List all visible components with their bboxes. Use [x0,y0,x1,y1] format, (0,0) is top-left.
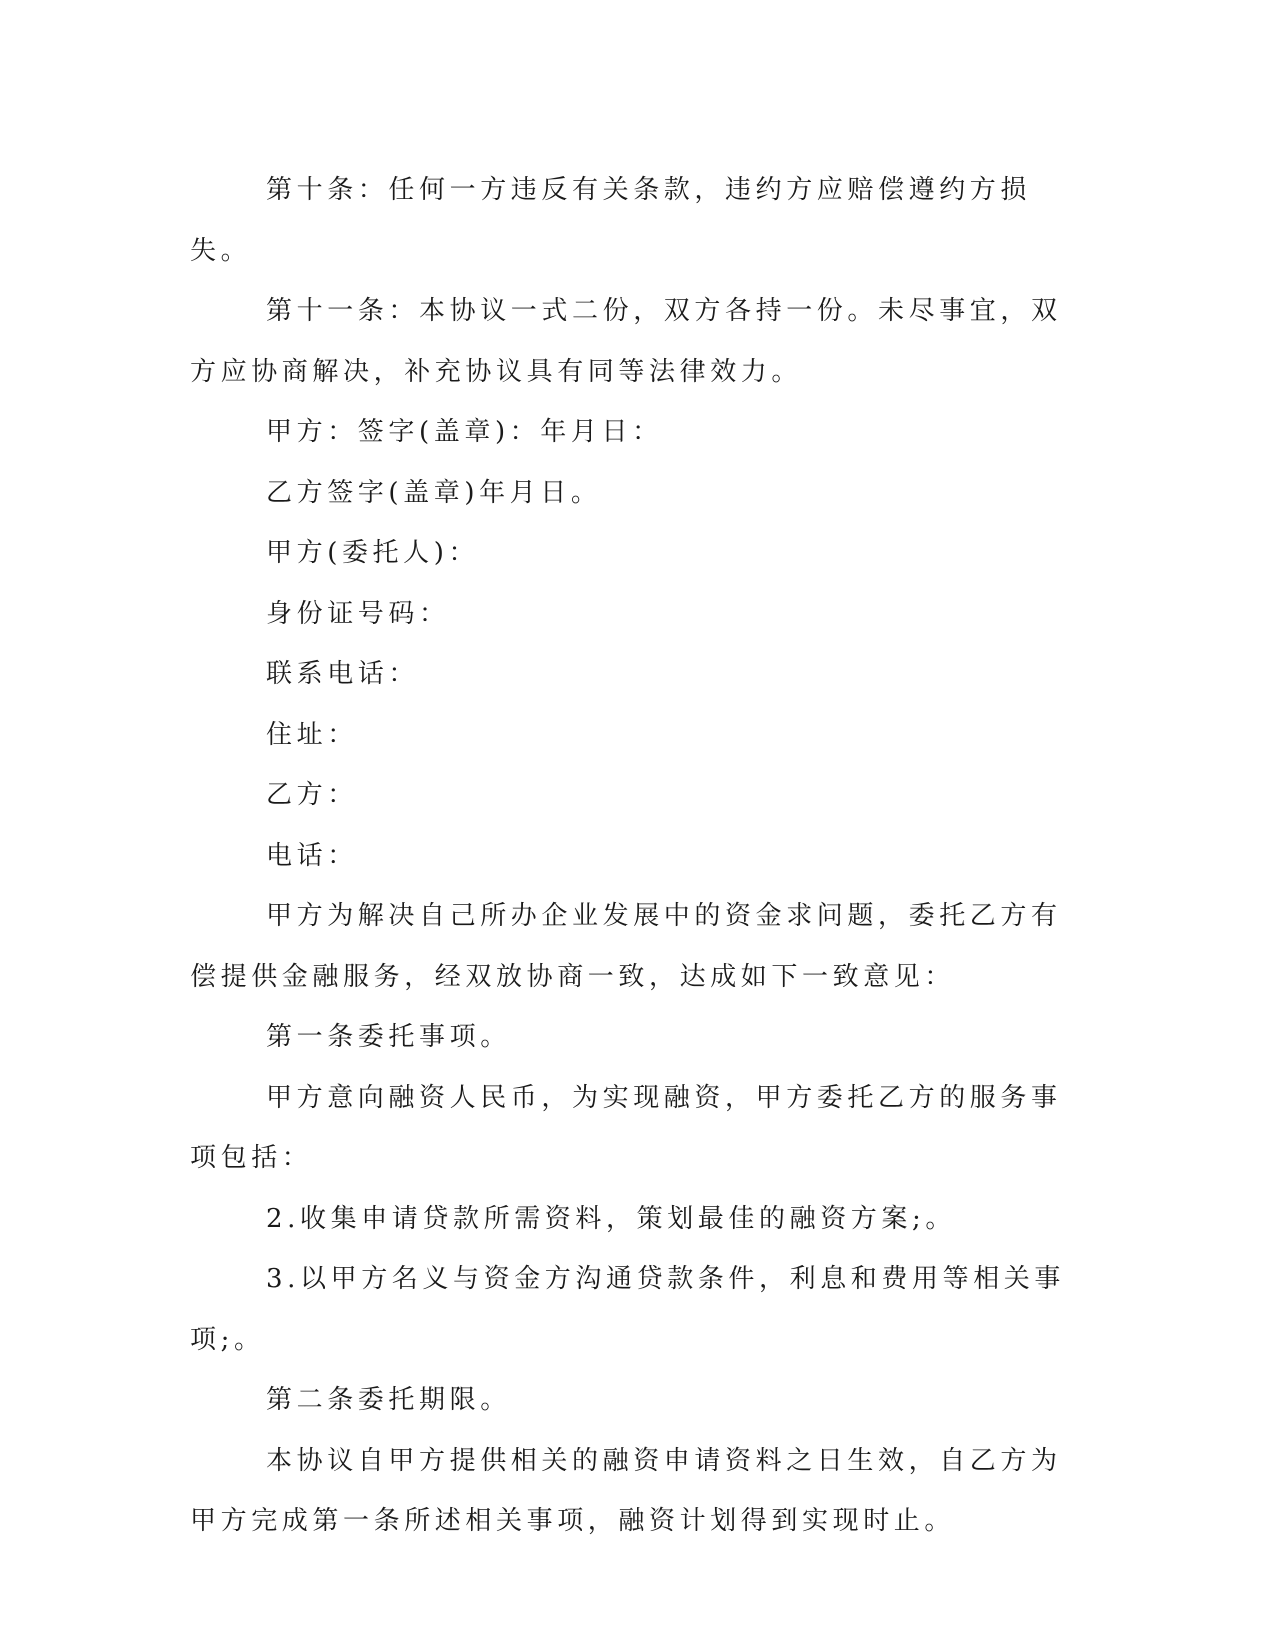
paragraph-id-number: 身份证号码： [266,598,450,629]
paragraph-party-b: 乙方： [266,780,358,810]
paragraph-phone: 电话： [266,840,358,871]
paragraph-party-a-signature: 甲方：签字(盖章)：年月日： [266,417,663,447]
paragraph-preamble: 甲方为解决自己所办企业发展中的资金求问题，委托乙方有偿提供金融服务，经双放协商一致，达成如下一致意见： [190,901,1062,992]
paragraph-article-1-body: 甲方意向融资人民币，为实现融资，甲方委托乙方的服务事项包括： [190,1082,1062,1173]
document-body [190,160,1070,1552]
paragraph-article-2-body: 本协议自甲方提供相关的融资申请资料之日生效，自乙方为甲方完成第一条所述相关事项，融资计划得到实现时止。 [190,1445,1062,1536]
paragraph-party-a-principal: 甲方(委托人)： [266,538,480,568]
paragraph-article-10: 第十条：任何一方违反有关条款，违约方应赔偿遵约方损失。 [190,175,1032,266]
paragraph-item-2: 2.收集申请贷款所需资料，策划最佳的融资方案;。 [266,1203,956,1234]
paragraph-contact-phone: 联系电话： [266,659,420,689]
paragraph-address: 住址： [266,719,358,750]
paragraph-article-2-title: 第二条委托期限。 [266,1385,511,1415]
paragraph-article-11: 第十一条：本协议一式二份，双方各持一份。未尽事宜，双方应协商解决，补充协议具有同等法律效力。 [190,296,1062,387]
paragraph-article-1-title: 第一条委托事项。 [266,1022,511,1052]
paragraph-party-b-signature: 乙方签字(盖章)年月日。 [266,477,602,508]
paragraph-item-3: 3.以甲方名义与资金方沟通贷款条件，利息和费用等相关事项;。 [190,1264,1066,1355]
